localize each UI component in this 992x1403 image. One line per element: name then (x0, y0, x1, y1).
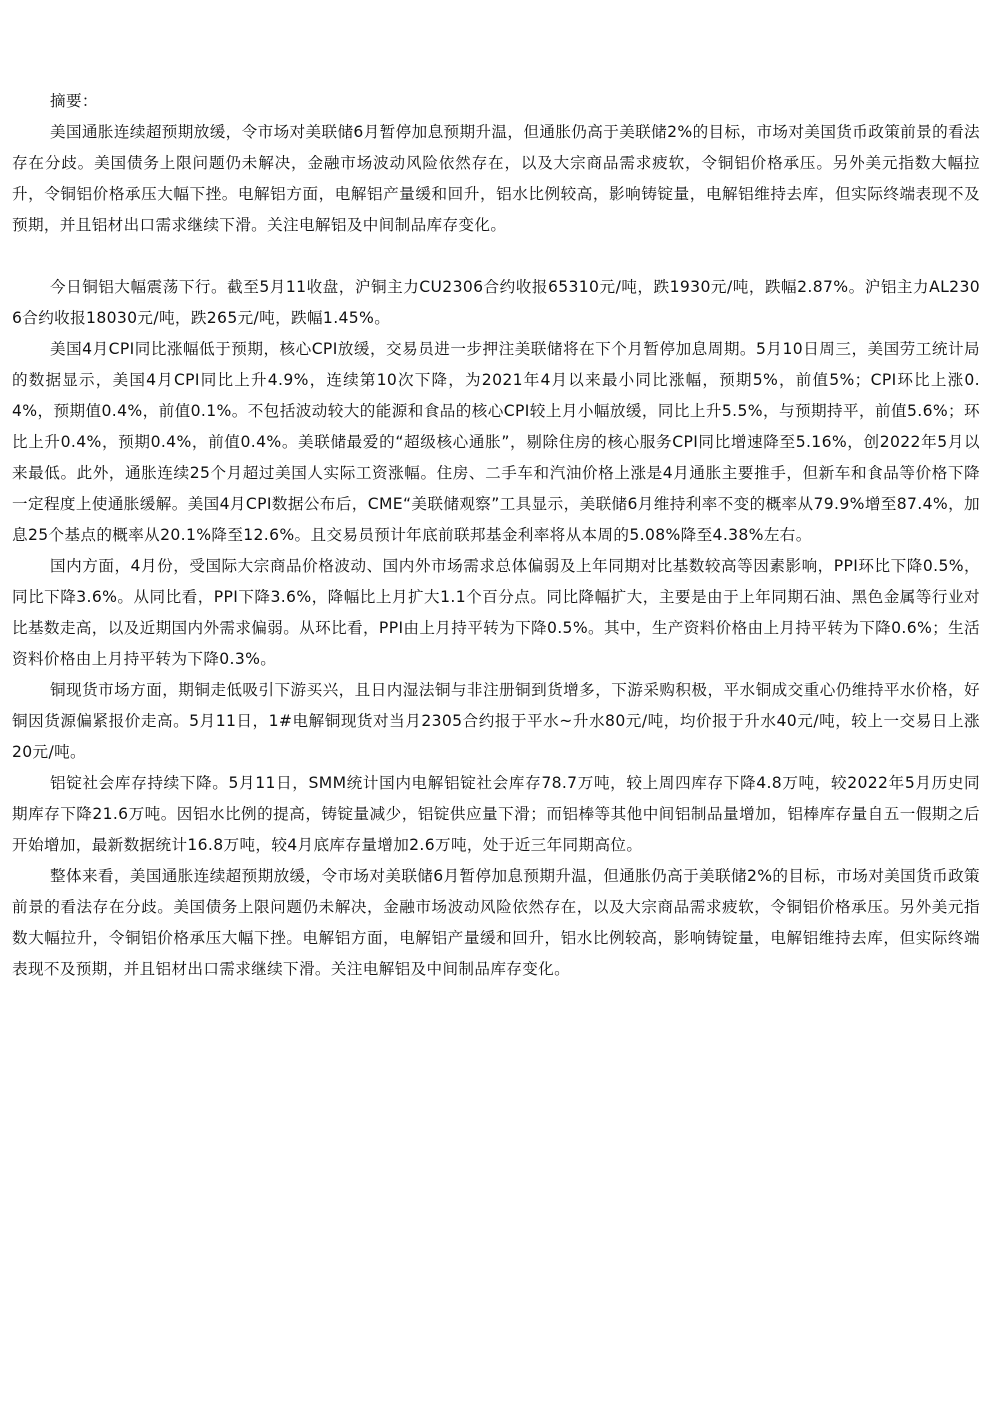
summary-label: 摘要： (50, 92, 98, 110)
paragraph-spacer (12, 241, 980, 272)
summary-paragraph: 美国通胀连续超预期放缓，令市场对美联储6月暂停加息预期升温，但通胀仍高于美联储2%的目标，市场对美国货币政策前景的看法存在分歧。美国债务上限问题仍未解决，金融市场波动风险依然存在，以及大宗商品需求疲软，令铜铝价格承压。另外美元指数大幅拉升，令铜铝价格承压大幅下挫。电解铝方面，电解铝产量缓和回升，铝水比例较高，影响铸锭量，电解铝维持去库，但实际终端表现不及预期，并且铝材出口需求继续下滑。关注电解铝及中间制品库存变化。 (12, 123, 980, 234)
overall-outlook-paragraph: 整体来看，美国通胀连续超预期放缓，令市场对美联储6月暂停加息预期升温，但通胀仍高于美联储2%的目标，市场对美国货币政策前景的看法存在分歧。美国债务上限问题仍未解决，金融市场波动风险依然存在，以及大宗商品需求疲软，令铜铝价格承压。另外美元指数大幅拉升，令铜铝价格承压大幅下挫。电解铝方面，电解铝产量缓和回升，铝水比例较高，影响铸锭量，电解铝维持去库，但实际终端表现不及预期，并且铝材出口需求继续下滑。关注电解铝及中间制品库存变化。 (12, 867, 980, 978)
aluminum-inventory-paragraph: 铝锭社会库存持续下降。5月11日，SMM统计国内电解铝锭社会库存78.7万吨，较上周四库存下降4.8万吨，较2022年5月历史同期库存下降21.6万吨。因铝水比例的提高，铸锭量减少，铝锭供应量下滑；而铝棒等其他中间铝制品量增加，铝棒库存量自五一假期之后开始增加，最新数据统计16.8万吨，较4月底库存量增加2.6万吨，处于近三年同期高位。 (12, 774, 980, 854)
us-cpi-paragraph: 美国4月CPI同比涨幅低于预期，核心CPI放缓，交易员进一步押注美联储将在下个月暂停加息周期。5月10日周三，美国劳工统计局的数据显示，美国4月CPI同比上升4.9%，连续第10次下降，为2021年4月以来最小同比涨幅，预期5%，前值5%；CPI环比上涨0.4%，预期值0.4%，前值0.1%。不包括波动较大的能源和食品的核心CPI较上月小幅放缓，同比上升5.5%，与预期持平，前值5.6%；环比上升0.4%，预期0.4%，前值0.4%。美联储最爱的“超级核心通胀”，剔除住房的核心服务CPI同比增速降至5.16%，创2022年5月以来最低。此外，通胀连续25个月超过美国人实际工资涨幅。住房、二手车和汽油价格上涨是4月通胀主要推手，但新车和食品等价格下降一定程度上使通胀缓解。美国4月CPI数据公布后，CME“美联储观察”工具显示，美联储6月维持利率不变的概率从79.9%增至87.4%，加息25个基点的概率从20.1%降至12.6%。且交易员预计年底前联邦基金利率将从本周的5.08%降至4.38%左右。 (12, 340, 980, 544)
copper-spot-paragraph: 铜现货市场方面，期铜走低吸引下游买兴，且日内湿法铜与非注册铜到货增多，下游采购积极，平水铜成交重心仍维持平水价格，好铜因货源偏紧报价走高。5月11日，1#电解铜现货对当月2305合约报于平水~升水80元/吨，均价报于升水40元/吨，较上一交易日上涨20元/吨。 (12, 681, 980, 761)
document-body (12, 86, 980, 985)
domestic-ppi-paragraph: 国内方面，4月份，受国际大宗商品价格波动、国内外市场需求总体偏弱及上年同期对比基数较高等因素影响，PPI环比下降0.5%，同比下降3.6%。从同比看，PPI下降3.6%，降幅比上月扩大1.1个百分点。同比降幅扩大，主要是由于上年同期石油、黑色金属等行业对比基数走高，以及近期国内外需求偏弱。从环比看，PPI由上月持平转为下降0.5%。其中，生产资料价格由上月持平转为下降0.6%；生活资料价格由上月持平转为下降0.3%。 (12, 557, 980, 668)
market-close-paragraph: 今日铜铝大幅震荡下行。截至5月11收盘，沪铜主力CU2306合约收报65310元/吨，跌1930元/吨，跌幅2.87%。沪铝主力AL2306合约收报18030元/吨，跌265元/吨，跌幅1.45%。 (12, 278, 980, 327)
